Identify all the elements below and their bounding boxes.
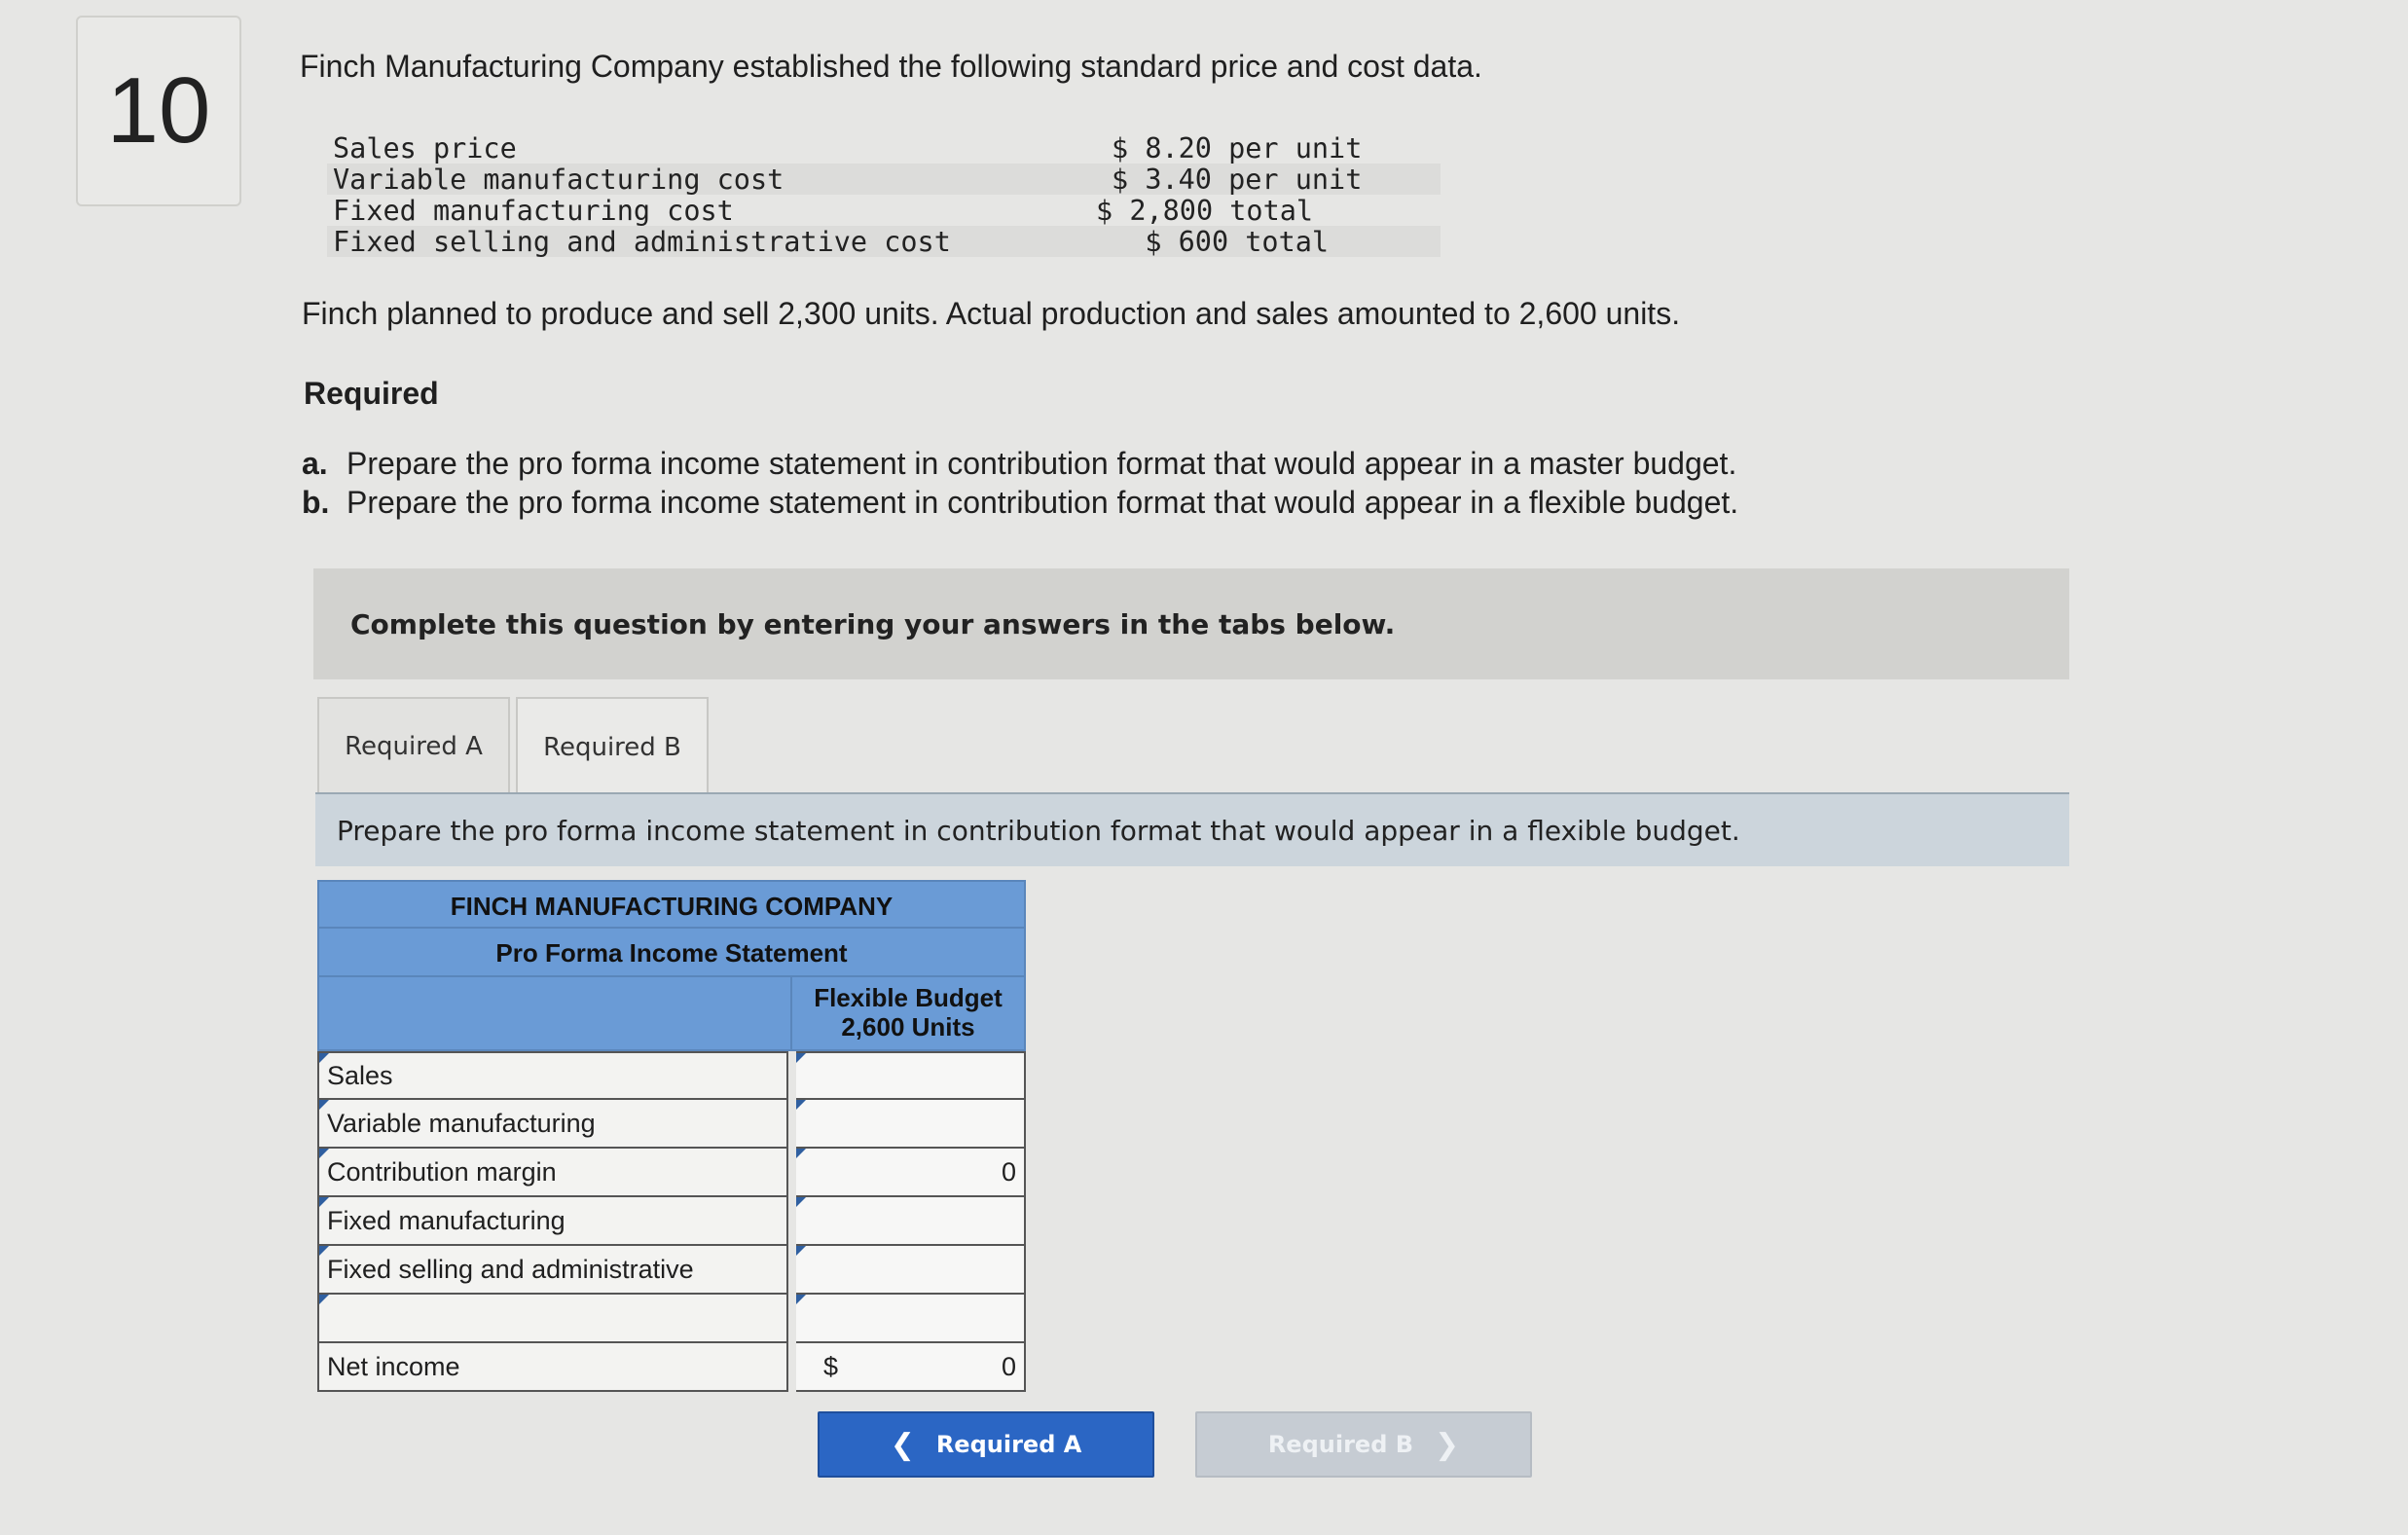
column-label-line2: 2,600 Units (841, 1012, 975, 1042)
net-income-amount: 0 (1001, 1351, 1016, 1381)
chevron-right-icon: ❯ (1435, 1427, 1460, 1462)
required-heading: Required (304, 376, 439, 411)
cost-label: Variable manufacturing cost (333, 163, 784, 196)
tab-required-a[interactable]: Required A (317, 697, 510, 794)
table-row (317, 1295, 1026, 1343)
row-label-input[interactable]: Net income (317, 1343, 788, 1392)
row-value-input[interactable] (796, 1246, 1026, 1295)
table-row (317, 1051, 1026, 1100)
cost-row (327, 195, 1441, 226)
requirement-text: Prepare the pro forma income statement in contribution format that would appear in a master budget. (347, 446, 1737, 481)
row-value-input[interactable] (796, 1051, 1026, 1100)
cost-label: Sales price (333, 131, 517, 164)
instructions-banner: Complete this question by entering your answers in the tabs below. (313, 568, 2069, 679)
row-label-input[interactable] (317, 1295, 788, 1343)
row-label-input[interactable]: Fixed manufacturing (317, 1197, 788, 1246)
tab-instruction: Prepare the pro forma income statement in contribution format that would appear in a flexible budget. (315, 792, 2069, 866)
question-number: 10 (76, 16, 241, 206)
row-label-input[interactable]: Contribution margin (317, 1149, 788, 1197)
requirement-item (302, 444, 1738, 483)
currency-symbol: $ (823, 1351, 839, 1381)
statement-title: Pro Forma Income Statement (317, 929, 1026, 977)
column-label-line1: Flexible Budget (814, 983, 1003, 1012)
cost-value: $ 8.20 per unit (1112, 131, 1363, 164)
row-value-input[interactable] (796, 1197, 1026, 1246)
statement-company: FINCH MANUFACTURING COMPANY (317, 880, 1026, 929)
cost-label: Fixed manufacturing cost (333, 194, 734, 227)
requirement-item (302, 483, 1738, 522)
next-button-label: Required B (1267, 1431, 1414, 1458)
row-label-input[interactable]: Variable manufacturing (317, 1100, 788, 1149)
next-required-b-button[interactable] (1195, 1411, 1532, 1478)
row-value-input[interactable] (796, 1295, 1026, 1343)
intro-text: Finch Manufacturing Company established the following standard price and cost data. (300, 49, 1482, 84)
cost-value: $ 3.40 per unit (1112, 163, 1363, 196)
cost-label: Fixed selling and administrative cost (333, 225, 951, 258)
requirement-letter: b. (302, 485, 330, 520)
requirement-letter: a. (302, 446, 328, 481)
header-blank-cell (319, 977, 792, 1049)
cost-row (327, 164, 1441, 195)
planned-text: Finch planned to produce and sell 2,300 units. Actual production and sales amounted to 2,600 units. (302, 296, 1681, 331)
cost-row (327, 132, 1441, 164)
row-value-input[interactable] (796, 1100, 1026, 1149)
table-row (317, 1100, 1026, 1149)
row-label-input[interactable]: Fixed selling and administrative (317, 1246, 788, 1295)
tab-required-b[interactable]: Required B (516, 697, 709, 796)
row-label-input[interactable]: Sales (317, 1051, 788, 1100)
table-row (317, 1197, 1026, 1246)
cost-value: $ 2,800 total (1096, 194, 1314, 227)
requirement-text: Prepare the pro forma income statement in contribution format that would appear in a flexible budget. (347, 485, 1739, 520)
prev-required-a-button[interactable] (818, 1411, 1154, 1478)
prev-button-label: Required A (935, 1431, 1082, 1458)
table-row (317, 1246, 1026, 1295)
cost-row (327, 226, 1441, 257)
table-row (317, 1149, 1026, 1197)
column-label (792, 977, 1024, 1049)
income-statement (317, 880, 1026, 1392)
row-value-computed: 0 (796, 1149, 1026, 1197)
cost-data-table (327, 132, 1441, 257)
table-row (317, 1343, 1026, 1392)
chevron-left-icon: ❮ (890, 1427, 915, 1462)
requirements-list (302, 444, 1738, 522)
net-income-value (796, 1343, 1026, 1392)
statement-column-header (317, 977, 1026, 1051)
cost-value: $ 600 total (1112, 225, 1330, 258)
